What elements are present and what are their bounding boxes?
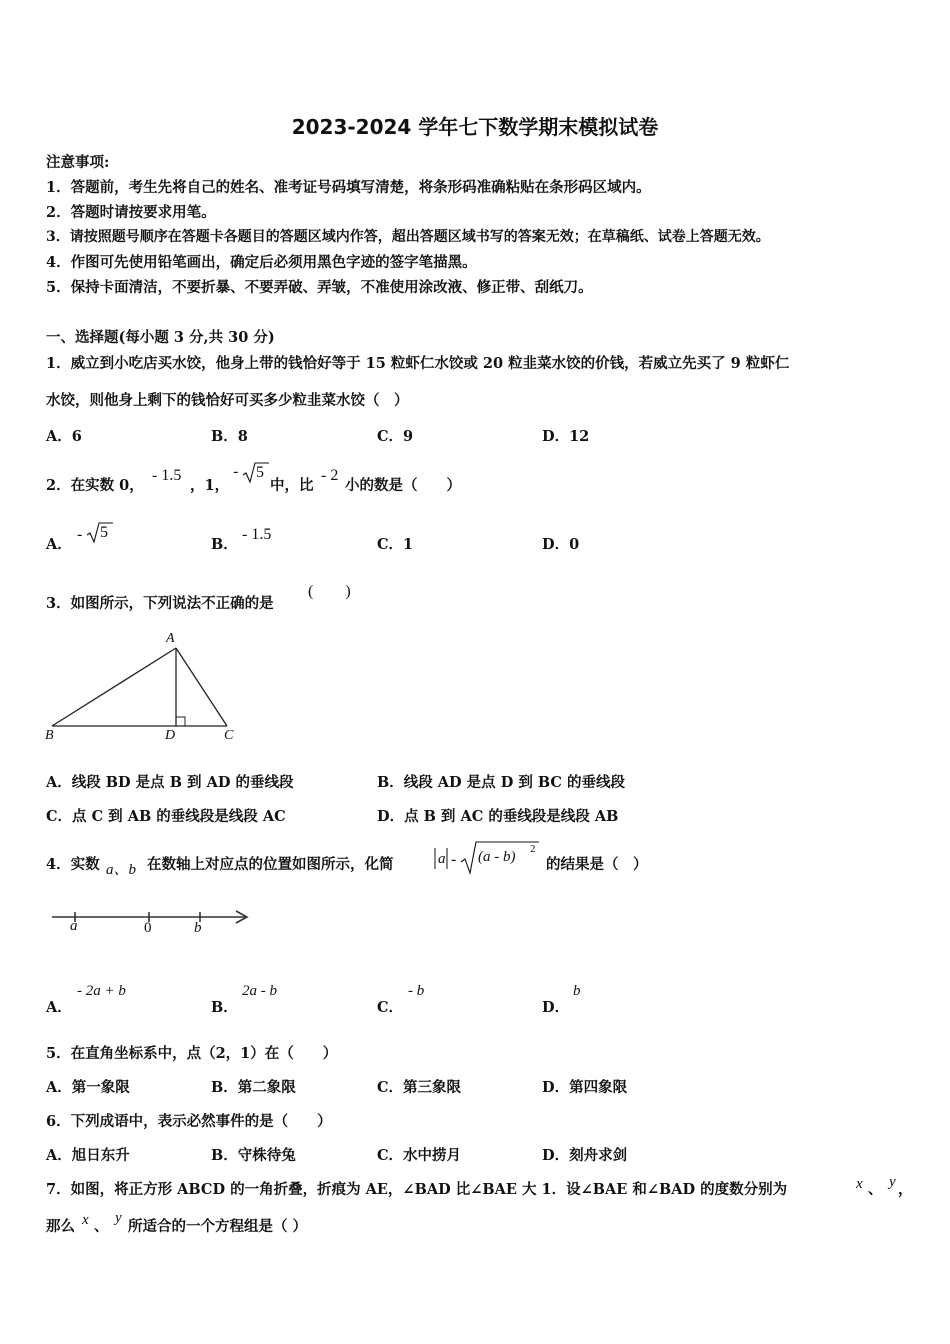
q7-line2-separator: 、 (94, 1218, 109, 1235)
q7-stem-line2-pre: 那么 (46, 1218, 75, 1235)
notice-item: 2．答题时请按要求用笔。 (46, 204, 216, 221)
q1-stem-line2: 水饺，则他身上剩下的钱恰好可买多少粒韭菜水饺（ ） (46, 392, 409, 409)
segment-ac (176, 648, 227, 726)
q2-option-a-sign: - (77, 526, 83, 543)
q1-stem-line1: 1．威立到小吃店买水饺，他身上带的钱恰好等于 15 粒虾仁水饺或 20 粒韭菜水饺的价钱，若威立先买了 9 粒虾仁 (46, 355, 790, 372)
q2-stem-pre: 2．在实数 0， (46, 477, 144, 494)
q5-option-a: A．第一象限 (46, 1079, 130, 1096)
q4-option-c-expr: - b (408, 983, 425, 999)
q4-stem-pre: 4．实数 (46, 856, 100, 873)
q4-minus: - (451, 851, 457, 868)
q3-label-c: C (224, 728, 234, 743)
q5-option-d: D．第四象限 (542, 1079, 628, 1096)
q6-option-c: C．水中捞月 (377, 1147, 462, 1164)
q4-option-c-label: C． (377, 999, 404, 1016)
q2-stem-post: 小的数是（ ） (345, 477, 461, 494)
q7-line2-var-x: x (82, 1212, 89, 1228)
notice-item: 3．请按照题号顺序在答题卡各题目的答题区域内作答，超出答题区域书写的答案无效；在草稿纸、试卷上答题无效。 (46, 229, 770, 245)
q5-option-b: B．第二象限 (211, 1079, 296, 1096)
q4-number-line (50, 906, 255, 930)
q4-axis-label-a: a (70, 918, 78, 934)
q3-stem: 3．如图所示，下列说法不正确的是 (46, 595, 274, 612)
q2-stem-mid1: ，1， (190, 477, 230, 494)
q1-option-d: D．12 (542, 428, 590, 445)
q3-option-c: C．点 C 到 AB 的垂线段是线段 AC (46, 808, 286, 825)
q7-separator: 、 (868, 1181, 883, 1198)
q2-option-d: D．0 (542, 536, 580, 553)
q4-option-d-label: D． (542, 999, 570, 1016)
q5-stem: 5．在直角坐标系中，点（2，1）在（ ） (46, 1045, 338, 1062)
q1-option-a: A．6 (46, 428, 82, 445)
notice-item: 5．保持卡面清洁，不要折暴、不要弄破、弄皱，不准使用涂改液、修正带、刮纸刀。 (46, 279, 593, 296)
q3-option-a: A．线段 BD 是点 B 到 AD 的垂线段 (46, 774, 294, 791)
q4-option-b-expr: 2a - b (242, 983, 277, 999)
right-angle-mark (176, 717, 185, 726)
q3-triangle-figure (40, 628, 250, 748)
q3-option-d: D．点 B 到 AC 的垂线段是线段 AB (377, 808, 619, 825)
q4-axis-label-zero: 0 (144, 920, 152, 936)
q3-answer-paren: ( ) (308, 583, 351, 600)
page-title: 2023-2024 学年七下数学期末模拟试卷 (291, 115, 659, 139)
q2-neg-sign: - (233, 463, 239, 480)
q3-label-d: D (165, 728, 176, 743)
q4-radicand: (a - b) (478, 849, 516, 865)
q2-radicand: 5 (256, 464, 264, 481)
q1-option-c: C．9 (377, 428, 414, 445)
q4-exponent: 2 (530, 843, 536, 855)
notice-heading: 注意事项: (46, 154, 110, 171)
q6-option-d: D．刻舟求剑 (542, 1147, 628, 1164)
notice-item: 1．答题前，考生先将自己的姓名、准考证号码填写清楚，将条形码准确粘贴在条形码区域内。 (46, 179, 651, 196)
q4-option-a-label: A． (46, 999, 72, 1016)
q6-stem: 6．下列成语中，表示必然事件的是（ ） (46, 1113, 332, 1130)
q3-label-b: B (45, 728, 54, 743)
q7-var-x: x (856, 1176, 863, 1192)
notice-item: 4．作图可先使用铅笔画出，确定后必须用黑色字迹的签字笔描黑。 (46, 254, 477, 271)
q2-option-a-radicand: 5 (100, 524, 108, 541)
q6-option-a: A．旭日东升 (46, 1147, 130, 1164)
q2-value-neg-1-5: - 1.5 (152, 467, 182, 484)
q2-option-a-label: A． (46, 536, 72, 553)
q3-label-a: A (166, 631, 175, 646)
q4-abs-var: a (438, 851, 446, 867)
q2-option-b-label: B． (211, 536, 238, 553)
q7-stem-line2-post: 所适合的一个方程组是（ ） (128, 1218, 308, 1235)
q7-stem-line1: 7．如图，将正方形 ABCD 的一角折叠，折痕为 AE，∠BAD 比∠BAE 大 1．设∠BAE 和∠BAD 的度数分别为 (46, 1181, 788, 1198)
q2-option-b-value: - 1.5 (242, 526, 272, 543)
q4-option-a-expr: - 2a + b (77, 983, 126, 999)
q2-value-neg-2: - 2 (321, 467, 339, 484)
q7-comma: ， (898, 1181, 913, 1198)
q4-axis-label-b: b (194, 920, 202, 936)
q2-stem-mid2: 中，比 (270, 477, 314, 494)
q5-option-c: C．第三象限 (377, 1079, 462, 1096)
q7-line2-var-y: y (115, 1210, 122, 1226)
q4-stem-post: 的结果是（ ） (546, 856, 648, 873)
q2-option-c: C．1 (377, 536, 414, 553)
section-heading: 一、选择题(每小题 3 分,共 30 分) (46, 329, 275, 346)
q4-option-d-expr: b (573, 983, 581, 999)
q4-option-b-label: B． (211, 999, 238, 1016)
segment-ab (52, 648, 176, 726)
q4-variables: a、b (106, 862, 137, 878)
q4-stem-mid: 在数轴上对应点的位置如图所示，化简 (147, 856, 394, 873)
q1-option-b: B．8 (211, 428, 248, 445)
q6-option-b: B．守株待兔 (211, 1147, 296, 1164)
q7-var-y: y (889, 1174, 896, 1190)
q3-option-b: B．线段 AD 是点 D 到 BC 的垂线段 (377, 774, 626, 791)
